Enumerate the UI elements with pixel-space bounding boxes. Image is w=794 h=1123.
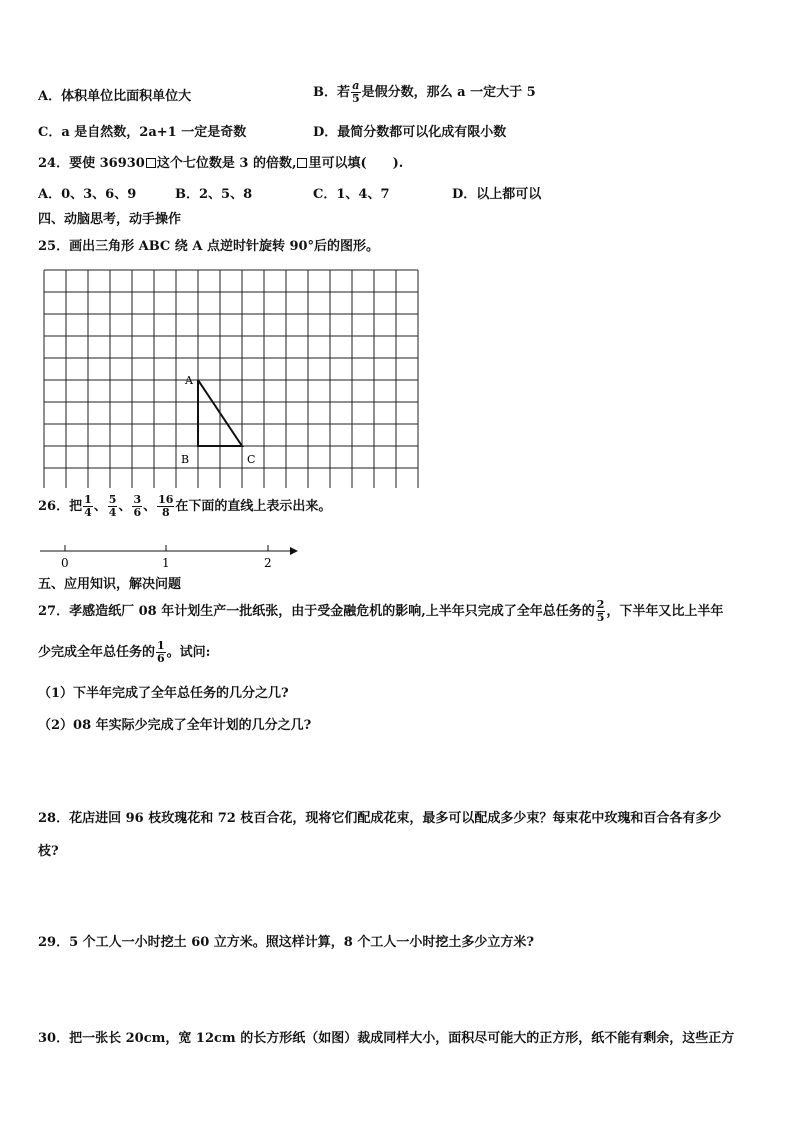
- q27-line-2: [38, 640, 210, 665]
- q24-stem-post: 这个七位数是 3 的倍数,: [156, 156, 297, 171]
- fraction-denominator: 6: [133, 506, 142, 519]
- q24-option-a: A．0、3、6、9: [38, 187, 137, 202]
- vertex-label-a: A: [185, 374, 193, 387]
- fraction-numerator: 3: [133, 493, 142, 506]
- number-line: [38, 540, 300, 572]
- q27-line-2-post: 。试问:: [166, 645, 211, 660]
- separator: 、: [93, 499, 107, 514]
- grid-lines: [44, 270, 418, 488]
- q27-sub-1: （1）下半年完成了全年总任务的几分之几?: [38, 686, 289, 701]
- q27-fraction-1: [596, 599, 606, 624]
- q25-stem: 25．画出三角形 ABC 绕 A 点逆时针旋转 90°后的图形。: [38, 239, 380, 254]
- q23-option-b-post: 是假分数，那么 a 一定大于 5: [361, 85, 536, 100]
- rotation-grid: [40, 268, 420, 488]
- fraction-numerator: 16: [158, 493, 174, 506]
- q24-stem: [38, 155, 403, 173]
- q27-sub-2: （2）08 年实际少完成了全年计划的几分之几?: [38, 718, 312, 733]
- blank-box-icon: [146, 158, 156, 168]
- fraction-denominator: 4: [84, 506, 92, 519]
- q23-option-a: A．体积单位比面积单位大: [38, 89, 192, 104]
- q26-stem: [38, 494, 331, 519]
- tick-label-1: 1: [162, 556, 170, 570]
- q27-line-1: [38, 599, 723, 624]
- tick-label-0: 0: [61, 556, 69, 570]
- q24-option-b: B．2、5、8: [175, 187, 253, 202]
- q27-line-1-post: ，下半年又比上半年: [606, 604, 724, 619]
- fraction-numerator: 1: [84, 493, 92, 506]
- fraction-numerator: 2: [596, 598, 605, 611]
- q26-fraction-2: [108, 494, 118, 519]
- q26-pre: 26．把: [38, 499, 83, 514]
- q24-stem-pre: 24．要使 36930: [38, 156, 145, 171]
- arrow-right-icon: [290, 547, 298, 555]
- q23-option-d: D．最简分数都可以化成有限小数: [313, 125, 507, 140]
- section-5-heading: 五、应用知识，解决问题: [38, 577, 182, 592]
- fraction-denominator: 5: [352, 92, 360, 105]
- fraction-numerator: 1: [157, 639, 165, 652]
- fraction-denominator: 6: [157, 652, 165, 665]
- separator: 、: [143, 499, 157, 514]
- q30-stem: 30．把一张长 20cm，宽 12cm 的长方形纸（如图）裁成同样大小，面积尽可能大的正方形，纸不能有剩余，这些正方: [38, 1031, 735, 1046]
- q23-option-b-fraction: [351, 80, 361, 105]
- fraction-numerator: a: [352, 79, 360, 92]
- blank-box-icon: [297, 158, 307, 168]
- vertex-label-c: C: [247, 453, 256, 466]
- q26-fraction-1: [83, 494, 93, 519]
- q26-post: 在下面的直线上表示出来。: [175, 499, 332, 514]
- q23-option-c: C．a 是自然数，2a+1 一定是奇数: [38, 125, 247, 140]
- q24-option-c: C．1、4、7: [313, 187, 390, 202]
- q28-line-1: 28．花店进回 96 枝玫瑰花和 72 枝百合花，现将它们配成花束，最多可以配成多少束？每束花中玫瑰和百合各有多少: [38, 811, 722, 826]
- q26-fraction-3: [132, 494, 142, 519]
- fraction-denominator: 5: [596, 611, 605, 624]
- q28-line-2: 枝?: [38, 844, 59, 859]
- q27-line-2-pre: 少完成全年总任务的: [38, 645, 156, 660]
- q23-option-b: [313, 80, 536, 105]
- q26-fraction-4: [157, 494, 174, 519]
- section-4-heading: 四、动脑思考，动手操作: [38, 212, 182, 227]
- q27-line-1-pre: 27．孝感造纸厂 08 年计划生产一批纸张，由于受金融危机的影响,上半年只完成了全年总任务的: [38, 604, 595, 619]
- q24-option-d: D．以上都可以: [452, 187, 542, 202]
- fraction-numerator: 5: [108, 493, 117, 506]
- fraction-denominator: 8: [161, 506, 170, 519]
- vertex-label-b: B: [181, 453, 190, 466]
- q23-option-b-pre: B．若: [313, 85, 350, 100]
- q27-fraction-2: [156, 640, 166, 665]
- q24-stem-post2: 里可以填( ).: [308, 156, 404, 171]
- tick-label-2: 2: [264, 556, 272, 570]
- separator: 、: [118, 499, 132, 514]
- q29-stem: 29．5 个工人一小时挖土 60 立方米。照这样计算，8 个工人一小时挖土多少立方米?: [38, 935, 534, 950]
- fraction-denominator: 4: [108, 506, 117, 519]
